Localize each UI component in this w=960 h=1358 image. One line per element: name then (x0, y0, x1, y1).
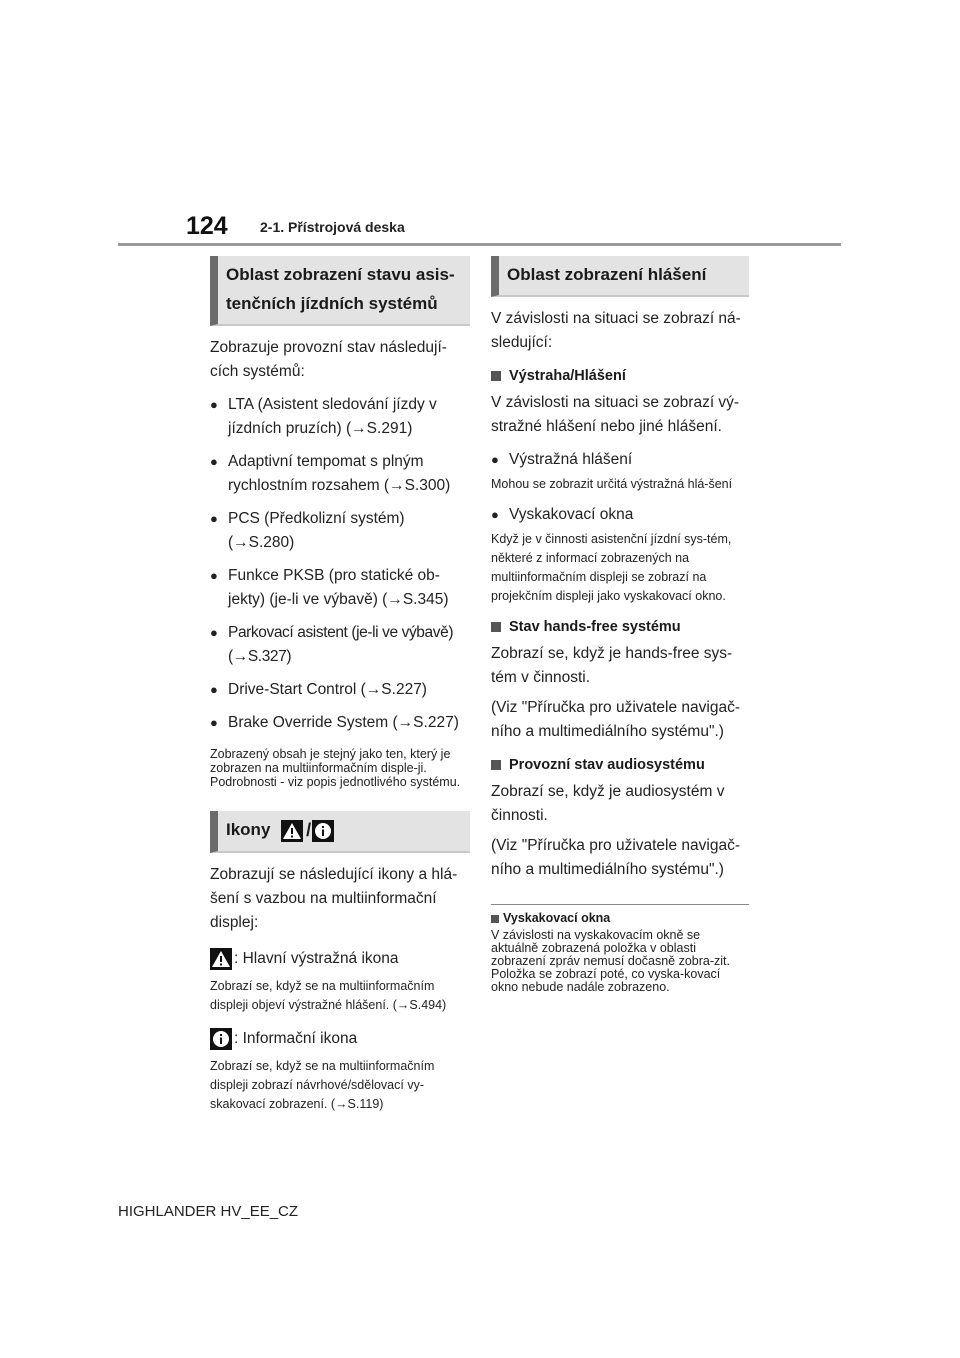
bullet-icon: ● (210, 511, 218, 526)
icons-intro: Zobrazují se následující ikony a hlá-šení s vazbou na multiinformační displej: (210, 866, 458, 932)
note-title: Vyskakovací okna (491, 911, 749, 926)
warning-icon (210, 948, 232, 970)
warning-messages-desc: Mohou se zobrazit určitá výstražná hlá-šení (491, 477, 733, 491)
list-item: ● PCS (Předkolizní systém) (→S.280) (210, 507, 470, 555)
warning-icon-row: : Hlavní výstražná ikona (210, 947, 470, 971)
square-bullet-icon (491, 915, 499, 923)
heading-assist-status: Oblast zobrazení stavu asis-tenčních jízdních systémů (210, 256, 470, 326)
warning-text: V závislosti na situaci se zobrazí vý-stražné hlášení nebo jiné hlášení. (491, 394, 740, 435)
info-icon (312, 820, 334, 842)
bullet-icon: ● (210, 397, 218, 412)
warning-icon (281, 820, 303, 842)
assist-intro: Zobrazuje provozní stav následují-cích systémů: (210, 339, 447, 380)
page-number: 124 (186, 212, 228, 240)
list-item: ● Parkovací asistent (je-li ve výbavě) (→S.327) (210, 621, 470, 669)
list-item: ● Drive-Start Control (→S.227) (210, 678, 470, 702)
list-item: ● Vyskakovací okna (491, 503, 749, 527)
note-divider (491, 904, 749, 905)
info-icon (210, 1028, 232, 1050)
bullet-icon: ● (210, 625, 218, 640)
square-bullet-icon (491, 371, 501, 381)
audio-ref: (Viz "Příručka pro uživatele navigač-ního a multimediálního systému".) (491, 837, 741, 878)
warning-icon-desc: Zobrazí se, když se na multiinformačním displeji objeví výstražné hlášení. (→S.494) (210, 979, 447, 1013)
subheading-warning: Výstraha/Hlášení (491, 365, 749, 387)
list-item: ● Brake Override System (→S.227) (210, 711, 470, 735)
list-item: ● Funkce PKSB (pro statické ob-jekty) (je-li ve výbavě) (→S.345) (210, 564, 470, 612)
square-bullet-icon (491, 760, 501, 770)
bullet-icon: ● (210, 715, 218, 730)
footer-model: HIGHLANDER HV_EE_CZ (118, 1203, 299, 1220)
bullet-icon: ● (210, 568, 218, 583)
bullet-icon: ● (491, 452, 499, 467)
message-intro: V závislosti na situaci se zobrazí ná-sledující: (491, 310, 741, 351)
subheading-audio: Provozní stav audiosystému (491, 754, 749, 776)
header-divider (118, 243, 841, 246)
bullet-icon: ● (210, 454, 218, 469)
bullet-icon: ● (491, 507, 499, 522)
handsfree-ref: (Viz "Příručka pro uživatele navigač-ního a multimediálního systému".) (491, 699, 741, 740)
display-note: Zobrazený obsah je stejný jako ten, který je zobrazen na multiinformačním disple-ji. Podrobnosti - viz popis jednotlivého systému. (210, 747, 461, 789)
bullet-icon: ● (210, 682, 218, 697)
left-column (210, 256, 470, 1114)
subheading-handsfree: Stav hands-free systému (491, 616, 749, 638)
handsfree-text: Zobrazí se, když je hands-free sys-tém v činnosti. (491, 645, 733, 686)
list-item: ● LTA (Asistent sledování jízdy v jízdních pruzích) (→S.291) (210, 393, 470, 441)
note-text: V závislosti na vyskakovacím okně se aktuálně zobrazená položka v oblasti zobrazení zpráv nemusí dočasně zobra-zit. Položka se zobrazí poté, co vyska-kovací okno nebude nadále zobrazeno. (491, 928, 731, 994)
section-title: 2-1. Přístrojová deska (260, 219, 405, 235)
popup-desc: Když je v činnosti asistenční jízdní sys-tém, některé z informací zobrazených na multiinformačním displeji se zobrazí na projekčním displeji jako vyskakovací okno. (491, 532, 732, 603)
right-column (491, 256, 749, 994)
info-icon-row: : Informační ikona (210, 1027, 470, 1051)
heading-icons: Ikony / (210, 811, 470, 853)
heading-message-area: Oblast zobrazení hlášení (491, 256, 749, 297)
list-item: ● Adaptivní tempomat s plným rychlostním rozsahem (→S.300) (210, 450, 470, 498)
info-icon-desc: Zobrazí se, když se na multiinformačním displeji zobrazí návrhové/sdělovací vy-skakovací zobrazení. (→S.119) (210, 1059, 435, 1112)
audio-text: Zobrazí se, když je audiosystém v činnosti. (491, 783, 725, 824)
list-item: ● Výstražná hlášení (491, 448, 749, 472)
square-bullet-icon (491, 622, 501, 632)
